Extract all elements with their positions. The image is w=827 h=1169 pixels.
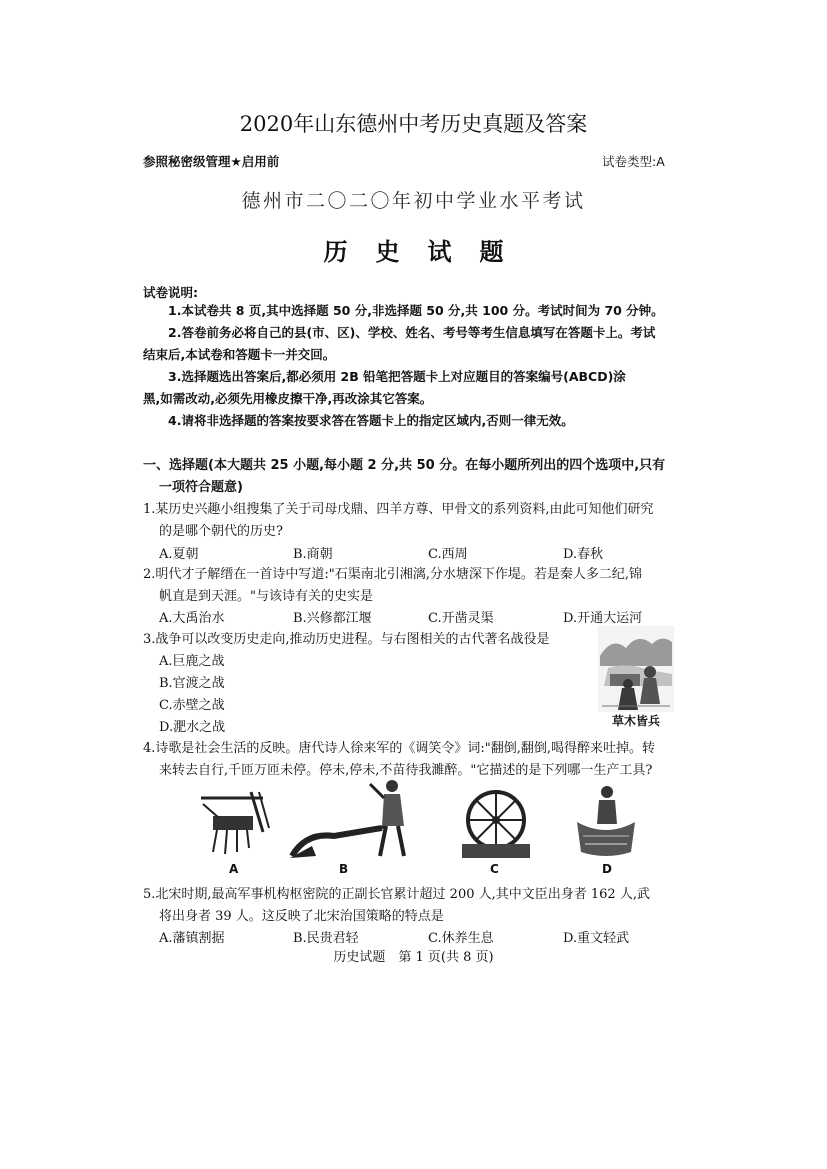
- tool-label-a: A: [229, 862, 239, 876]
- tool-image-b: [286, 776, 426, 862]
- document-title: 2020年山东德州中考历史真题及答案: [239, 112, 588, 136]
- tool-image-c: [458, 786, 534, 862]
- question-3-option-b: B.官渡之战: [159, 676, 225, 691]
- question-1-option-c: C.西周: [428, 547, 468, 562]
- tool-label-c: C: [490, 862, 499, 876]
- question-3-option-c: C.赤壁之战: [159, 698, 225, 713]
- question-5-option-a: A.藩镇割据: [159, 931, 225, 946]
- section-heading-cont: 一项符合题意): [159, 480, 243, 495]
- question-2-option-a: A.大禹治水: [159, 611, 225, 626]
- page-footer: 历史试题 第 1 页(共 8 页): [333, 950, 494, 965]
- question-5-option-c: C.休养生息: [428, 931, 494, 946]
- question-2-text: 帆直是到天涯。"与该诗有关的史实是: [159, 589, 373, 604]
- question-5-text: 5.北宋时期,最高军事机构枢密院的正副长官累计超过 200 人,其中文臣出身者 162 人,武: [143, 887, 650, 902]
- section-heading: 一、选择题(本大题共 25 小题,每小题 2 分,共 50 分。在每小题所列出的四个选项中,只有: [143, 458, 666, 473]
- confidential-label: 参照秘密级管理★启用前: [143, 154, 280, 169]
- subject-title: 历史试题: [323, 238, 532, 266]
- instruction-line: 3.选择题选出答案后,都必须用 2B 铅笔把答题卡上对应题目的答案编号(ABCD)涂: [168, 369, 626, 384]
- question-3-image-caption: 草木皆兵: [612, 714, 661, 728]
- question-4-text: 4.诗歌是社会生活的反映。唐代诗人徐来军的《调笑令》词:"翻倒,翻倒,喝得醉来吐掉。转: [143, 741, 656, 756]
- question-2-text: 2.明代才子解缙在一首诗中写道:"石渠南北引湘漓,分水塘深下作堤。若是秦人多二纪,锦: [143, 567, 643, 582]
- question-3-option-d: D.淝水之战: [159, 720, 226, 735]
- question-4-text: 来转去自行,千匝万匝未停。停未,停未,不苗待我濉醉。"它描述的是下列哪一生产工具?: [159, 763, 653, 778]
- question-1-text: 的是哪个朝代的历史?: [159, 524, 283, 539]
- paper-type-label: 试卷类型:A: [602, 154, 665, 169]
- tool-label-b: B: [339, 862, 349, 876]
- question-2-option-c: C.开凿灵渠: [428, 611, 494, 626]
- instruction-line: 黑,如需改动,必须先用橡皮擦干净,再改涂其它答案。: [143, 391, 433, 406]
- question-2-option-b: B.兴修都江堰: [293, 611, 372, 626]
- question-1-option-a: A.夏朝: [159, 547, 199, 562]
- instruction-line: 结束后,本试卷和答题卡一并交回。: [143, 347, 336, 362]
- question-1-option-d: D.春秋: [563, 547, 604, 562]
- question-5-option-d: D.重文轻武: [563, 931, 630, 946]
- exam-name: 德州市二〇二〇年初中学业水平考试: [241, 190, 586, 212]
- instruction-line: 4.请将非选择题的答案按要求答在答题卡上的指定区域内,否则一律无效。: [168, 413, 574, 428]
- tool-label-d: D: [602, 862, 612, 876]
- instruction-line: 1.本试卷共 8 页,其中选择题 50 分,非选择题 50 分,共 100 分。考试时间为 70 分钟。: [168, 303, 664, 318]
- tool-image-d: [573, 782, 639, 862]
- question-1-text: 1.某历史兴趣小组搜集了关于司母戊鼎、四羊方尊、甲骨文的系列资料,由此可知他们研究: [143, 502, 654, 517]
- question-5-text: 将出身者 39 人。这反映了北宋治国策略的特点是: [159, 909, 444, 924]
- tool-image-a: [193, 788, 275, 860]
- instructions-heading: 试卷说明:: [143, 285, 198, 300]
- question-5-option-b: B.民贵君轻: [293, 931, 359, 946]
- battle-illustration: [598, 626, 674, 712]
- instruction-line: 2.答卷前务必将自己的县(市、区)、学校、姓名、考号等考生信息填写在答题卡上。考试: [168, 325, 656, 340]
- question-3-text: 3.战争可以改变历史走向,推动历史进程。与右图相关的古代著名战役是: [143, 632, 550, 647]
- question-1-option-b: B.商朝: [293, 547, 333, 562]
- question-2-option-d: D.开通大运河: [563, 611, 643, 626]
- question-3-option-a: A.巨鹿之战: [159, 654, 225, 669]
